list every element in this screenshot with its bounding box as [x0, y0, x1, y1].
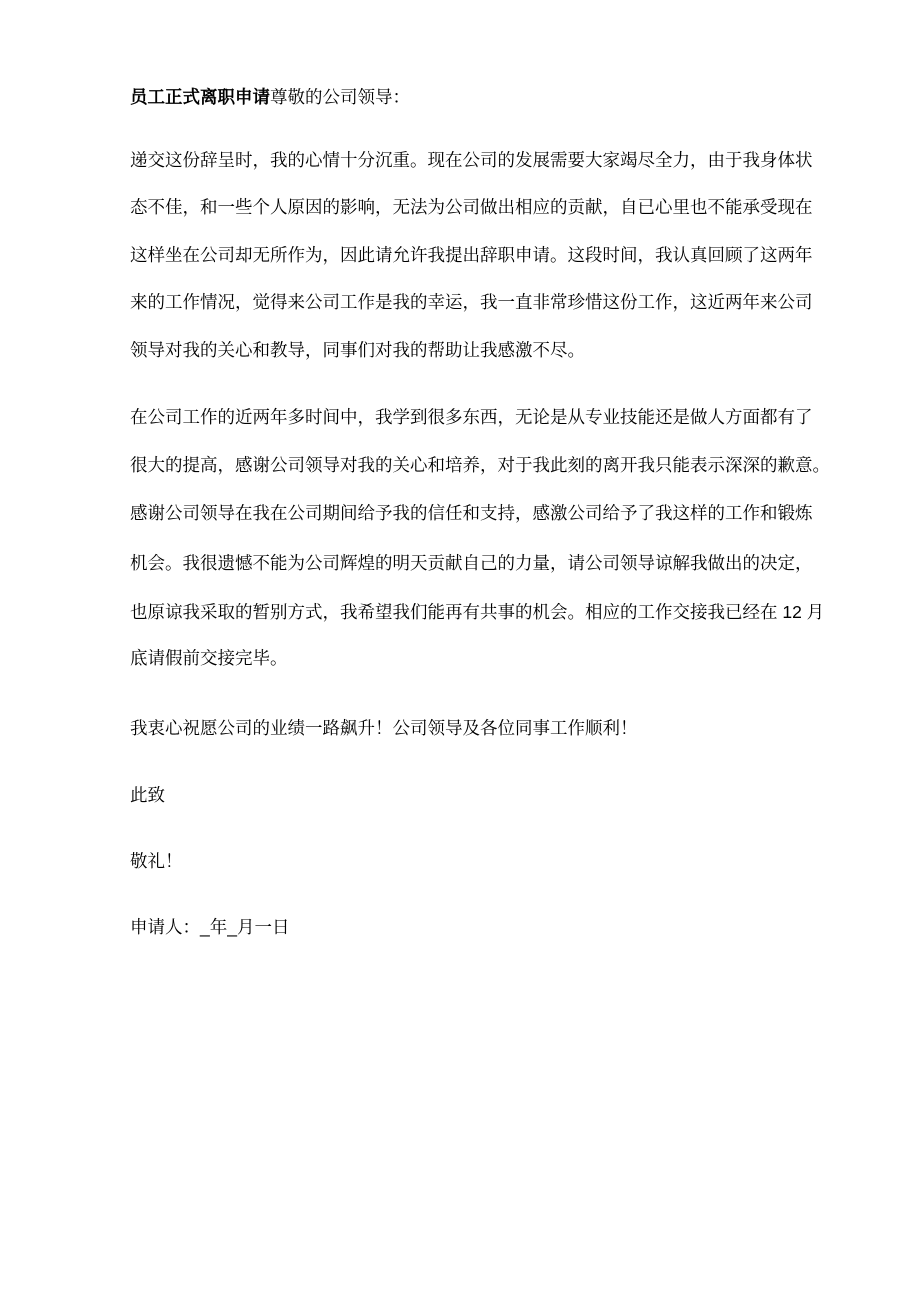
document-title	[130, 86, 410, 108]
closing-line-2: 敬礼！	[130, 851, 183, 871]
title-bold: 员工正式离职申请	[130, 87, 270, 107]
signature-line: 申请人：_年_月一日	[130, 917, 290, 937]
salutation: 尊敬的公司领导：	[270, 87, 410, 107]
wishes-line: 我衷心祝愿公司的业绩一路飙升！公司领导及各位同事工作顺利！	[130, 718, 638, 738]
paragraph-line: 在公司工作的近两年多时间中，我学到很多东西，无论是从专业技能还是做人方面都有了	[130, 407, 813, 427]
paragraph-line: 机会。我很遗憾不能为公司辉煌的明天贡献自己的力量，请公司领导谅解我做出的决定，	[130, 553, 813, 573]
paragraph-line: 这样坐在公司却无所作为，因此请允许我提出辞职申请。这段时间，我认真回顾了这两年	[130, 245, 813, 265]
paragraph-line: 底请假前交接完毕。	[130, 648, 288, 668]
paragraph-line: 也原谅我采取的暂别方式，我希望我们能再有共事的机会。相应的工作交接我已经在 12 月	[130, 602, 825, 622]
paragraph-line: 感谢公司领导在我在公司期间给予我的信任和支持，感激公司给予了我这样的工作和锻炼	[130, 503, 813, 523]
paragraph-line: 领导对我的关心和教导，同事们对我的帮助让我感激不尽。	[130, 340, 585, 360]
paragraph-line: 态不佳，和一些个人原因的影响，无法为公司做出相应的贡献，自已心里也不能承受现在	[130, 197, 813, 217]
paragraph-line: 很大的提高，感谢公司领导对我的关心和培养，对于我此刻的离开我只能表示深深的歉意。	[130, 455, 830, 475]
closing-line-1: 此致	[130, 785, 165, 805]
paragraph-line: 递交这份辞呈时，我的心情十分沉重。现在公司的发展需要大家竭尽全力，由于我身体状	[130, 150, 813, 170]
paragraph-line: 来的工作情况，觉得来公司工作是我的幸运，我一直非常珍惜这份工作，这近两年来公司	[130, 292, 813, 312]
